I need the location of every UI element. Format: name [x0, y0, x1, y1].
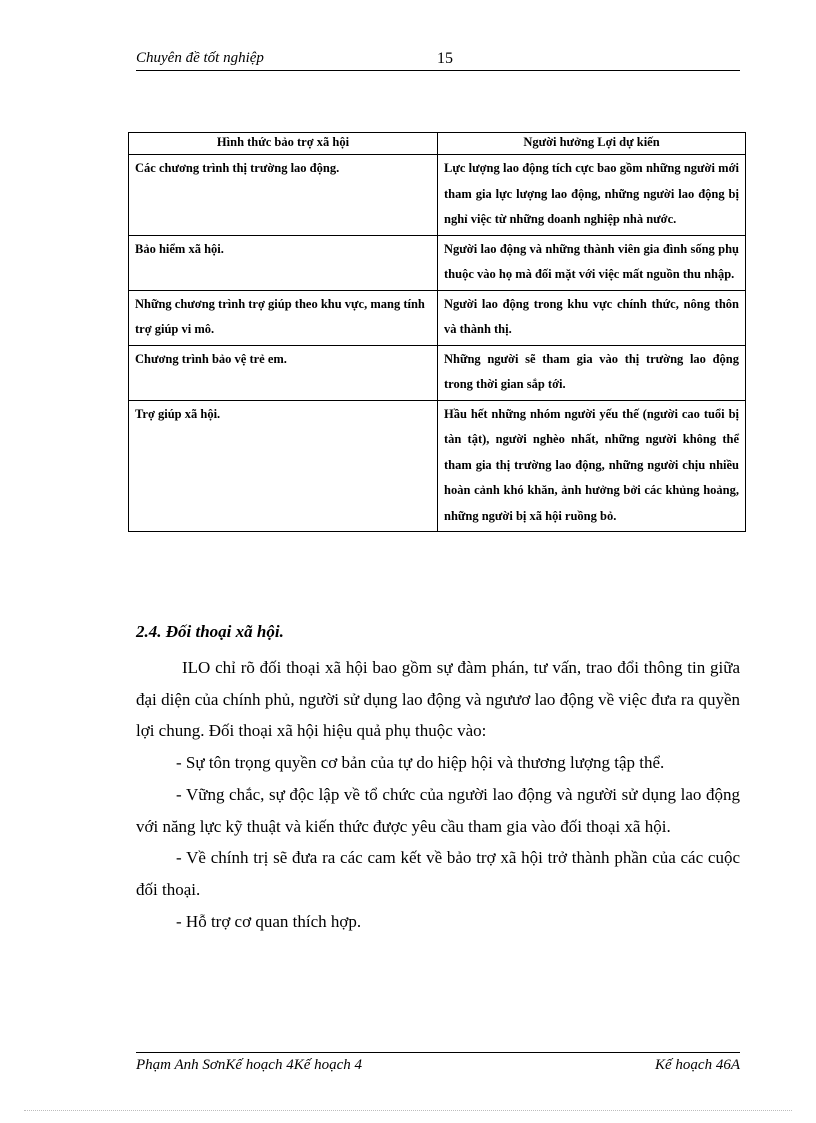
social-protection-table — [128, 132, 746, 532]
column-header-beneficiaries: Người hưởng Lợi dự kiến — [438, 133, 746, 155]
page-header — [136, 48, 740, 71]
section-heading: 2.4. Đối thoại xã hội. — [136, 622, 284, 641]
table-cell-protection-type: Bảo hiểm xã hội. — [129, 235, 438, 290]
intro-paragraph: ILO chỉ rõ đối thoại xã hội bao gồm sự đàm phán, tư vấn, trao đổi thông tin giữa đại diện của chính phủ, người sử dụng lao động và ngưươ lao động về việc đưa ra quyền lợi chung. Đối thoại xã hội hiệu quả phụ thuộc vào: — [136, 658, 740, 741]
table-cell-beneficiaries: Những người sẽ tham gia vào thị trường lao động trong thời gian sắp tới. — [438, 345, 746, 400]
table-cell-protection-type: Các chương trình thị trường lao động. — [129, 155, 438, 236]
table-cell-beneficiaries: Hầu hết những nhóm người yếu thế (người cao tuổi bị tàn tật), người nghèo nhất, những người không thể tham gia thị trường lao động, những người chịu nhiều hoàn cảnh khó khăn, ảnh hưởng bởi các khủng hoảng, những người bị xã hội ruồng bỏ. — [438, 400, 746, 532]
table-header-row — [129, 133, 746, 155]
table-row — [129, 400, 746, 532]
bullet-paragraph: - Về chính trị sẽ đưa ra các cam kết về bảo trợ xã hội trở thành phần của các cuộc đối thoại. — [136, 848, 740, 899]
table-cell-beneficiaries: Lực lượng lao động tích cực bao gồm những người mới tham gia lực lượng lao động, những người lao động bị nghỉ việc từ những doanh nghiệp nhà nước. — [438, 155, 746, 236]
bullet-paragraph: - Sự tôn trọng quyền cơ bản của tự do hiệp hội và thương lượng tập thể. — [176, 753, 665, 773]
page-bottom-divider — [24, 1110, 792, 1111]
table-cell-beneficiaries: Người lao động trong khu vực chính thức, nông thôn và thành thị. — [438, 290, 746, 345]
table-cell-protection-type: Chương trình bảo vệ trẻ em. — [129, 345, 438, 400]
bullet-paragraph: - Vững chắc, sự độc lập về tổ chức của người lao động và người sử dụng lao động với năng lực kỹ thuật và kiến thức được yêu cầu tham gia vào đối thoại xã hội. — [136, 784, 740, 836]
table-cell-protection-type: Trợ giúp xã hội. — [129, 400, 438, 532]
page-footer — [136, 1052, 740, 1077]
column-header-protection-type: Hình thức bảo trợ xã hội — [129, 133, 438, 155]
bullet-paragraph: - Hỗ trợ cơ quan thích hợp. — [176, 911, 362, 931]
footer-class: Kế hoạch 46A — [655, 1057, 740, 1073]
table-cell-protection-type: Những chương trình trợ giúp theo khu vực, mang tính trợ giúp vi mô. — [129, 290, 438, 345]
table-cell-beneficiaries: Người lao động và những thành viên gia đình sống phụ thuộc vào họ mà đối mặt với việc mất nguồn thu nhập. — [438, 235, 746, 290]
header-title: Chuyên đề tốt nghiệp — [136, 50, 264, 66]
table-row — [129, 345, 746, 400]
table-row — [129, 155, 746, 236]
table-row — [129, 235, 746, 290]
section-body — [136, 652, 740, 937]
page-number: 15 — [437, 50, 453, 67]
footer-author: Phạm Anh SơnKế hoạch 4Kế hoạch 4 — [136, 1057, 363, 1073]
table-row — [129, 290, 746, 345]
